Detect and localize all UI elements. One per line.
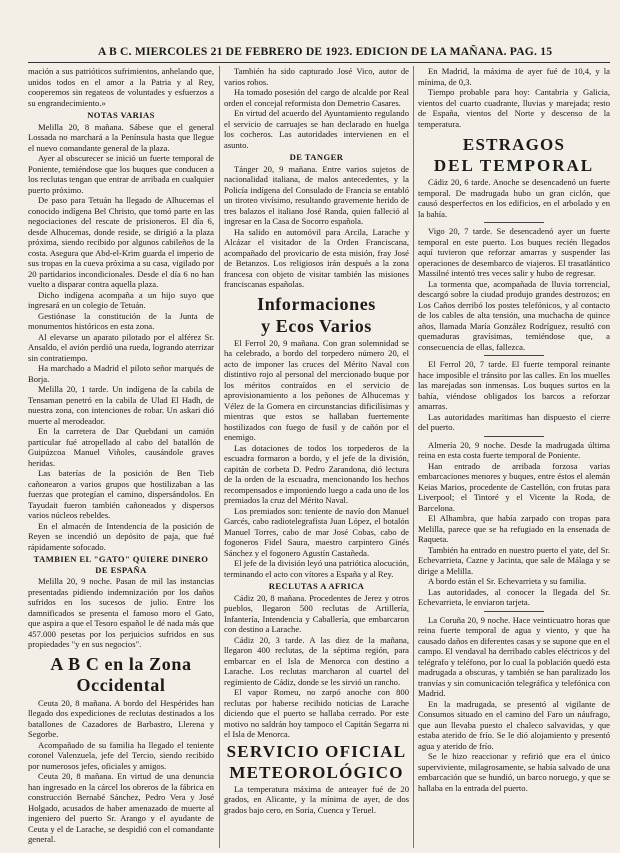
paragraph: El Alhambra, que había zarpado con tropas para Melilla, parece que se ha refugiado en la ensenada de Raqueta. [418, 513, 610, 544]
divider [484, 222, 544, 223]
divider [484, 611, 544, 612]
paragraph: El vapor Romeu, no zarpó anoche con 800 reclutas por haberse recibido noticias de Larache diciendo que el puerto se hallaba cerrado. Por este motivo no saldrán hoy tampoco el Capitán Segarra ni el Isla de Menorca. [224, 687, 409, 739]
paragraph: Tiempo probable para hoy: Cantabria y Galicia, vientos del cuarto cuadrante, lluvias y marejada; resto de España, vientos del Norte y descenso de la temperatura. [418, 87, 610, 129]
paragraph: El Ferrol 20, 7 tarde. El fuerte temporal reinante hace imposible el tránsito por las calles. En los muelles las marejadas son inmensas. Los buques surtos en la bahía, viéndose obligados los barcos a reforzar amarras. [418, 359, 610, 411]
paragraph: Al elevarse un aparato pilotado por el alférez Sr. Ansaldo, el avión perdió una rueda, logrando aterrizar sin contratiempo. [28, 331, 214, 363]
paragraph: El jefe de la división leyó una patriótica alocución, terminando el acto con vítores a España y al Rey. [224, 558, 409, 579]
paragraph: Las autoridades, al conocer la llegada del Sr. Echevarrieta, le enviaron tarjeta. [418, 586, 610, 607]
column-middle [224, 66, 409, 848]
column-left [28, 66, 214, 848]
header-rule [28, 62, 610, 63]
paragraph: Ceuta 20, 8 mañana. En virtud de una denuncia han ingresado en la cárcel los obreros de la fábrica en construcción Bernabé Sánchez, Pedro Vera y José Holgado, acusados de haber amenazado de muerte al ingeniero del puerto Sr. Arango y el ayudante de Ceuta y el de Larache, se despidió con el comandante general. [28, 771, 214, 844]
section-heading-del-temporal: DEL TEMPORAL [433, 156, 595, 175]
section-heading-abc-zona-occidental: A B C en la Zona Occidental [50, 653, 192, 695]
section-heading-de-tanger: DE TANGER [289, 152, 344, 162]
paragraph: Cádiz 20, 6 tarde. Anoche se desencadenó un fuerte temporal. De madrugada hubo un gran ciclón, que causó desperfectos en los edificios, en el arbolado y en la bahía. [418, 177, 610, 219]
paragraph: Cádiz 20, 3 tarde. A las diez de la mañana, llegaron 400 reclutas, de la séptima región, para embarcar en el Isla de Menorca con destino a Larache. Los reclutas marcharon al cuartel del regimiento de Cádiz, donde se les sirvió un rancho. [224, 634, 409, 687]
paragraph: A bordo están el Sr. Echevarrieta y su familia. [428, 576, 586, 586]
paragraph: Han entrado de arribada forzosa varias embarcaciones menores y buques, entre éstos el alemán Keias Marios, procedente de Castellón, con frutas para Liverpool; el Tintoré y el Vicente la Roda, de Barcelona. [418, 460, 610, 513]
section-heading-reclutas: RECLUTAS A AFRICA [268, 581, 365, 591]
section-heading-informaciones: Informaciones [257, 293, 376, 314]
paragraph: De paso para Tetuán ha llegado de Alhucemas el conocido indígena Bel Christo, que tomó parte en las negociaciones del rescate de prisioneros. El día 6, desde Alhucemas, donde reside, se dirigió a la plaza próxima, siendo recibido por algunos cabileños de la costa. Asegura que Abd-el-Krim guarda el imperio de sus tropas en la cueva próxima a su casa, vigilado por 20 partidarios incondicionales. Desde el día 6 no han vuelto a disparar contra aquella plaza. [28, 195, 214, 289]
paragraph: Almería 20, 9 noche. Desde la madrugada última reina en esta costa fuerte temporal de Poniente. [418, 439, 610, 460]
paragraph: Vigo 20, 7 tarde. Se desencadenó ayer un fuerte temporal en este puerto. Los buques recién llegados aquí tuvieron que reforzar amarras y suspender las operaciones de desembarco de viajeros. El trasatlántico Massilné intentó tres veces salir y hubo de regresar. [418, 226, 610, 278]
paragraph: Las baterías de la posición de Ben Tieb cañonearon a varios grupos que hostilizaban a las fuerzas que protegían el camino, dispersándolos. En Tayudait fueron también cañoneados y dispersos varios núcleos rebeldes. [28, 468, 214, 520]
column-right [418, 66, 610, 848]
section-heading-ecos-varios: y Ecos Varios [261, 315, 372, 336]
paragraph: Se le hizo reaccionar y refirió que era el único superviviente, milagrosamente, se había salvado de una embarcación que se hundió, un barco noruego, y que se hallaba en la entrada del puerto. [418, 751, 610, 793]
paragraph: Tánger 20, 9 mañana. Entre varios sujetos de nacionalidad italiana, de malos antecedentes, y la Policía indígena del Consulado de Francia se entabló un tiroteo vivísimo, resultando gravemente herido de tres balazos el italiano José Randa, quien falleció al ingresar en la Casa de Socorro española. [224, 163, 409, 226]
paragraph: Ha salido en automóvil para Arcila, Larache y Alcázar el visitador de la Orden Franciscana, acompañado del provicario de esta misión, fray José de Betanzos. Los religiosos irán después a la zona francesa con objeto de visitar también las misiones franciscanas españolas. [224, 226, 409, 289]
column-separator [413, 66, 414, 848]
paragraph: En virtud del acuerdo del Ayuntamiento regulando el servicio de carruajes se han declarado en huelga los cocheros. Las autoridades intervienen en el asunto. [224, 108, 409, 150]
paragraph: En Madrid, la máxima de ayer fué de 10,4, y la mínima, de 0,3. [418, 66, 610, 87]
paragraph: Melilla 20, 1 tarde. Un indígena de la cabila de Tensaman penetró en la cabila de Ulad El Hadh, de nuestra zona, con intenciones de robar. Un askari dió muerte al merodeador. [28, 384, 214, 426]
paragraph: Las dotaciones de todos los torpederos de la escuadra formaron a bordo, y el jefe de la división, capitán de corbeta D. Pedro Zarandona, dió lectura de la orden de la escuadra, mencionando los hechos recompensados e imponiendo luego a cada uno de los premiados la cruz del Mérito Naval. [224, 442, 409, 505]
paragraph: En el almacén de Intendencia de la posición de Reyen se incendió un depósito de paja, que fué rápidamente sofocado. [28, 520, 214, 552]
paragraph: La Coruña 20, 9 noche. Hace veinticuatro horas que reina fuerte temporal de agua y viento, y que ha causado daños en diferentes casas y se supone que en el campo. El vendaval ha derribado cables eléctricos y del telégrafo y teléfono, por lo cual la población quedó esta madrugada a obscuras, y también se han paralizado los tranvías y sin comunicación telegráfica y telefónica con Madrid. [418, 614, 610, 698]
paragraph: Ceuta 20, 8 mañana. A bordo del Hespérides han llegado dos expediciones de reclutas destinados a los batallones de Cazadores de Barbastro, Llerena y Segorbe. [28, 697, 214, 739]
paragraph: Melilla 20, 9 noche. Pasan de mil las instancias presentadas pidiendo indemnización por los daños sufridos en los sucesos de julio. Entre los damnificados se presenta el famoso moro el Gato, que aspira a que el Tesoro español le dé nada más que 457.000 pesetas por los perjuicios sufridos en sus propiedades "y en sus negocios". [28, 576, 214, 649]
running-head: A B C. MIERCOLES 21 DE FEBRERO DE 1923. EDICION DE LA MAÑANA. PAG. 15 [98, 45, 553, 58]
paragraph: Melilla 20, 8 mañana. Sábese que el general Lossada no marchará a la Península hasta que llegue el nuevo comandante general de la plaza. [28, 121, 214, 153]
paragraph: También ha entrado en nuestro puerto el yate, del Sr. Echevarrieta, Cazne y Jacinta, que sale de Málaga y se dirige a Melilla. [418, 544, 610, 576]
paragraph: La tormenta que, acompañada de lluvia torrencial, descargó sobre la ciudad produjo grandes destrozos; en Los Caños derribó los postes telefónicos, y al contacto de los cables de alta tensión, una muchacha de quince años, llamada María González Rodríguez, resultó con quemaduras gravísimas, temiéndose que, a consecuencia de ellas, fallezca. [418, 278, 610, 352]
paragraph: Ha tomado posesión del cargo de alcalde por Real orden el concejal reformista don Demetrio Casares. [224, 87, 409, 108]
paragraph: En la carretera de Dar Quebdani un camión particular fué atropellado al cabo del batallón de Guipúzcoa Manuel Viñoles, causándole graves heridas. [28, 426, 214, 468]
paragraph: Las autoridades marítimas han dispuesto el cierre del puerto. [418, 411, 610, 432]
paragraph: Gestiónase la constitución de la Junta de monumentos históricos en esta zona. [28, 310, 214, 331]
paragraph: También ha sido capturado José Vico, autor de varios robos. [224, 66, 409, 87]
paragraph: Ayer al obscurecer se inició un fuerte temporal de Poniente, temiéndose que los buques que conducen a los reclutas tengan que entrar de arribada en cualquier puerto próximo. [28, 153, 214, 195]
paragraph: Acompañado de su familia ha llegado el teniente coronel Valenzuela, jefe del Tercio, siendo recibido por numerosos jefes, oficiales y amigos. [28, 739, 214, 771]
paragraph: La temperatura máxima de anteayer fué de 20 grados, en Alicante, y la mínima de ayer, de dos grados bajo cero, en Soria, Cuenca y Teruel. [224, 783, 409, 815]
paragraph: mación a sus patrióticos sufrimientos, anhelando que, unidos todos en el amor a la Patria y al Rey, cooperemos sin regateos de voluntades y esfuerzos a su engrandecimiento.» [28, 66, 214, 108]
paragraph: Ha marchado a Madrid el piloto señor marqués de Borja. [28, 363, 214, 384]
section-heading-notas-varias: NOTAS VARIAS [87, 110, 155, 120]
section-heading-estragos: ESTRAGOS [462, 135, 566, 154]
section-heading-servicio-oficial: SERVICIO OFICIAL [226, 741, 407, 761]
paragraph: En la madrugada, se presentó al vigilante de Consumos situado en el camino del Faro un náufrago, que aun llevaba puesto el chaleco salvavidas, y que estaba aterido de frío. Se le dió alojamiento y presentó agua y aterido de frío. [418, 698, 610, 751]
paragraph: Los premiados son: teniente de navío don Manuel Garcés, cabo radiotelegrafista Juan López, el botalón Manuel Torres, cabo de mar José Cobas, cabo de fogoneros Fidel Saura, maestro carpintero Ginés Sánchez y el fogonero Agustín Castañeda. [224, 505, 409, 558]
paragraph: El Ferrol 20, 9 mañana. Con gran solemnidad se ha celebrado, a bordo del torpedero número 20, el acto de imponer las cruces del Mérito Naval con distintivo rojo al personal del mercionado buque por los méritos contraídos en el servicio de aprovisionamiento a los peñones de Alhucemas y Vélez de la Gomera en circunstancias dificilísimas y mientras que estos se hallaban fuertemente hostilizados con fuego de fusil y de cañón por el enemigo. [224, 337, 409, 442]
divider [484, 436, 544, 437]
paragraph: Dicho indígena acompaña a un hijo suyo que ingresará en un colegio de Tetuán. [28, 289, 214, 310]
column-separator [219, 66, 220, 848]
divider [484, 355, 544, 356]
section-heading-meteorologico: METEOROLÓGICO [229, 762, 404, 782]
section-heading-gato: TAMBIEN EL "GATO" QUIERE DINERO DE ESPAÑA [33, 554, 209, 575]
paragraph: Cádiz 20, 8 mañana. Procedentes de Jerez y otros pueblos, llegaron 500 reclutas de Artillería, Infantería, Intendencia y Caballería, que embarcaron con destino a Larache. [224, 592, 409, 634]
